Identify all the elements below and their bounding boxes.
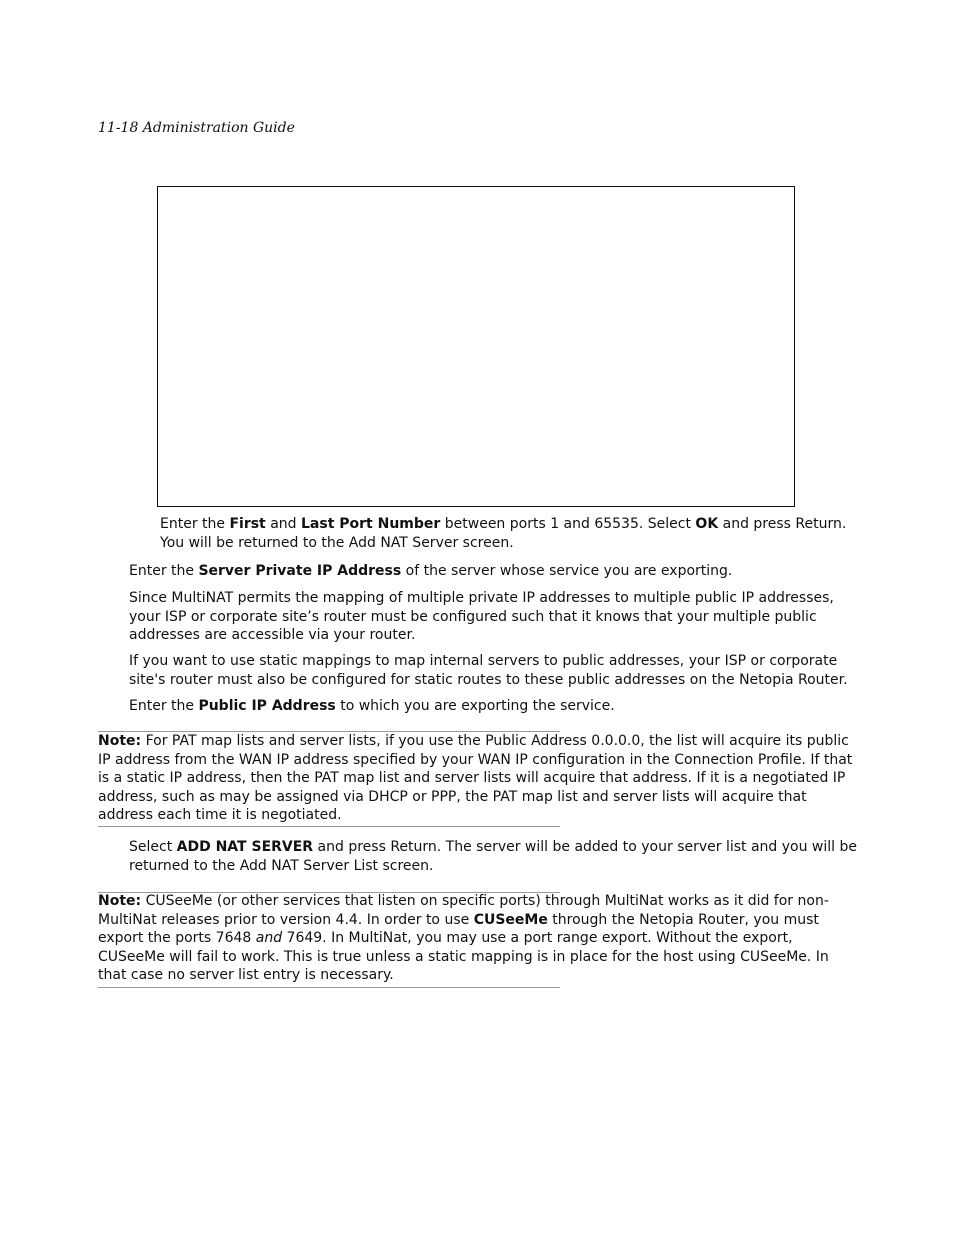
note-cuseeme: [98, 892, 860, 985]
first-term: First: [229, 516, 266, 532]
text-run: Enter the: [160, 516, 230, 532]
multinat-paragraph: Since MultiNAT permits the mapping of multiple private IP addresses to multiple public IP addresses, your ISP or corporate site’s router must be configured such that it knows that your multiple public addresses are accessible via your router.: [129, 590, 834, 643]
note-text: 7649. In MultiNat, you may use a port range export. Without the export, CUSeeMe will fail to work. This is true unless a static mapping is in place for the host using CUSeeMe. In that case no server list entry is necessary.: [98, 930, 829, 983]
text-run: between ports 1 and 65535. Select: [440, 516, 696, 532]
text-run: Enter the: [129, 698, 199, 714]
add-nat-server-term: ADD NAT SERVER: [176, 839, 314, 855]
static-mappings-paragraph: If you want to use static mappings to map internal servers to public addresses, your ISP or corporate site's router must also be configured for static routes to these public addresses on the Netopia Router.: [129, 653, 848, 688]
server-private-ip-term: Server Private IP Address: [198, 563, 402, 579]
text-run: Enter the: [129, 563, 199, 579]
screenshot-placeholder-box: [157, 186, 795, 507]
public-ip-term: Public IP Address: [198, 698, 336, 714]
text-run: and press Return. You will be returned to the Add NAT Server screen.: [160, 516, 847, 551]
text-run: to which you are exporting the service.: [335, 698, 615, 714]
note-text: For PAT map lists and server lists, if you use the Public Address 0.0.0.0, the list will acquire its public IP address from the WAN IP address specified by your WAN IP configuration in the Connection Profile. If that is a static IP address, then the PAT map list and server lists will acquire that address. If it is a negotiated IP address, such as may be assigned via DHCP or PPP, the PAT map list and server lists will acquire that address each time it is negotiated.: [98, 733, 853, 823]
ok-term: OK: [695, 516, 719, 532]
page-header: 11-18 Administration Guide: [98, 120, 295, 136]
note-text: CUSeeMe (or other services that listen on specific ports) through MultiNat works as it did for non-MultiNat releases prior to version 4.4. In order to use: [98, 893, 829, 928]
cuseeme-term: CUSeeMe: [473, 911, 548, 928]
note-divider: [98, 987, 560, 988]
note-pat-map: [98, 732, 860, 825]
note-label: Note:: [98, 733, 142, 749]
server-private-ip-paragraph: [129, 562, 859, 581]
text-run: Select: [129, 839, 177, 855]
port-number-paragraph: [160, 515, 860, 552]
last-port-number-term: Last Port Number: [301, 516, 441, 532]
add-nat-server-paragraph: [129, 838, 859, 875]
public-ip-paragraph: [129, 697, 859, 716]
text-run: and press Return. The server will be added to your server list and you will be returned to the Add NAT Server List screen.: [129, 839, 858, 874]
note-label: Note:: [98, 893, 142, 909]
note-text: through the Netopia Router, you must export the ports 7648: [98, 911, 819, 946]
note-divider: [98, 826, 560, 827]
and-term: and: [255, 930, 283, 946]
text-run: and: [265, 516, 301, 532]
text-run: of the server whose service you are exporting.: [401, 563, 733, 579]
